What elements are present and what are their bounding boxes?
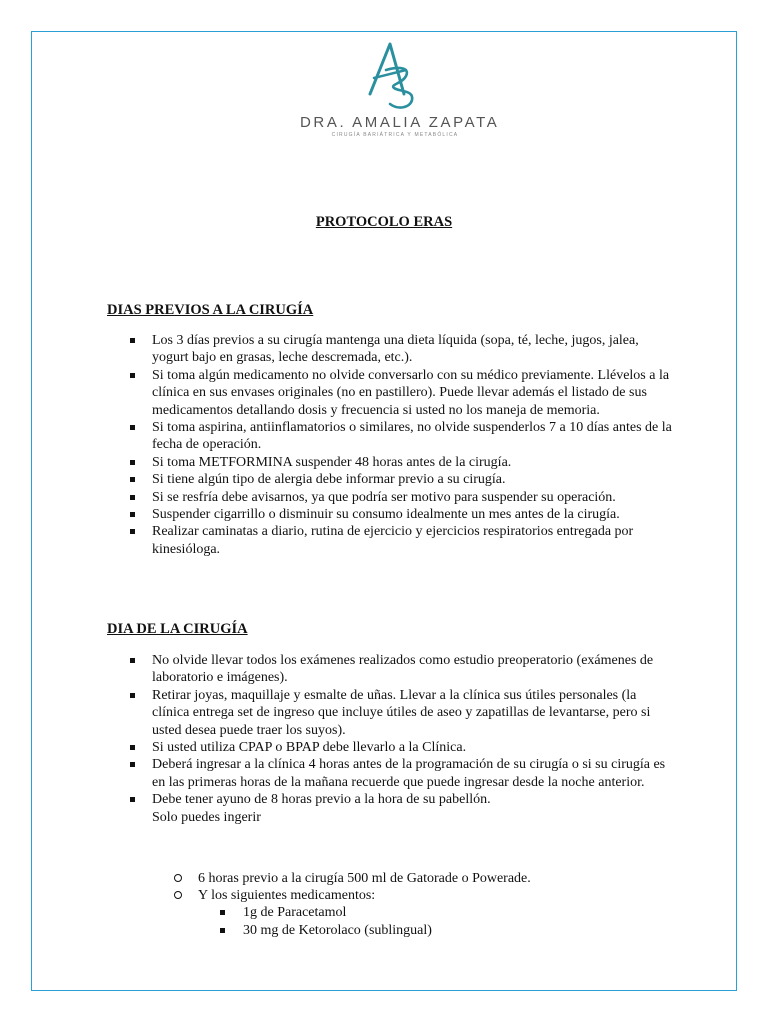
list-item — [127, 791, 672, 826]
sub-list-item: 6 horas previo a la cirugía 500 ml de Gatorade o Powerade. — [173, 870, 653, 887]
list-item: Los 3 días previos a su cirugía mantenga una dieta líquida (sopa, té, leche, jugos, jalea, yogurt bajo en grasas, leche descremada, etc.). — [127, 332, 672, 367]
list-item-text: Debe tener ayuno de 8 horas previo a la hora de su pabellón. — [152, 792, 491, 808]
sub-list-item-text: Y los siguientes medicamentos: — [198, 888, 376, 904]
logo — [300, 40, 500, 150]
list-item: Si tiene algún tipo de alergia debe informar previo a su cirugía. — [127, 471, 672, 488]
list-item: No olvide llevar todos los exámenes realizados como estudio preoperatorio (exámenes de laboratorio e imágenes). — [127, 652, 672, 687]
list-item: Si toma METFORMINA suspender 48 horas antes de la cirugía. — [127, 454, 672, 471]
surgery-day-list — [127, 652, 672, 826]
list-item: Si toma algún medicamento no olvide conversarlo con su médico previamente. Llévelos a la clínica en sus envases originales (no en pastillero). Puede llevar además el listado de sus medicamentos detallando dosis y frecuencia si usted no los maneja de memoria. — [127, 367, 672, 419]
list-item: Deberá ingresar a la clínica 4 horas antes de la programación de su cirugía o si su cirugía es en las primeras horas de la mañana recuerde que puede ingresar desde la noche anterior. — [127, 756, 672, 791]
list-item: Suspender cigarrillo o disminuir su consumo idealmente un mes antes de la cirugía. — [127, 506, 672, 523]
list-item: Si se resfría debe avisarnos, ya que podría ser motivo para suspender su operación. — [127, 489, 672, 506]
sub-list-item — [173, 887, 653, 939]
medication-list — [198, 904, 653, 938]
monogram-icon — [360, 40, 430, 112]
list-item: Realizar caminatas a diario, rutina de ejercicio y ejercicios respiratorios entregada por kinesióloga. — [127, 523, 672, 558]
medication-item: 30 mg de Ketorolaco (sublingual) — [198, 922, 653, 939]
previous-days-list — [127, 332, 672, 558]
fasting-note: Solo puedes ingerir — [152, 809, 261, 825]
section-heading-surgery-day: DIA DE LA CIRUGÍA — [107, 621, 248, 637]
list-item: Si toma aspirina, antiinflamatorios o similares, no olvide suspenderlos 7 a 10 días antes de la fecha de operación. — [127, 419, 672, 454]
intake-list — [173, 870, 653, 939]
medication-item: 1g de Paracetamol — [198, 904, 653, 921]
list-item: Retirar joyas, maquillaje y esmalte de uñas. Llevar a la clínica sus útiles personales (la clínica entrega set de ingreso que incluye útiles de aseo y zapatillas de levantarse, pero si usted desea puede traer los suyos). — [127, 687, 672, 739]
logo-tagline: CIRUGÍA BARIÁTRICA Y METABÓLICA — [331, 132, 459, 138]
section-heading-previous-days: DIAS PREVIOS A LA CIRUGÍA — [107, 302, 314, 318]
document-title: PROTOCOLO ERAS — [315, 214, 453, 230]
logo-name: DRA. AMALIA ZAPATA — [300, 114, 500, 131]
list-item: Si usted utiliza CPAP o BPAP debe llevarlo a la Clínica. — [127, 739, 672, 756]
